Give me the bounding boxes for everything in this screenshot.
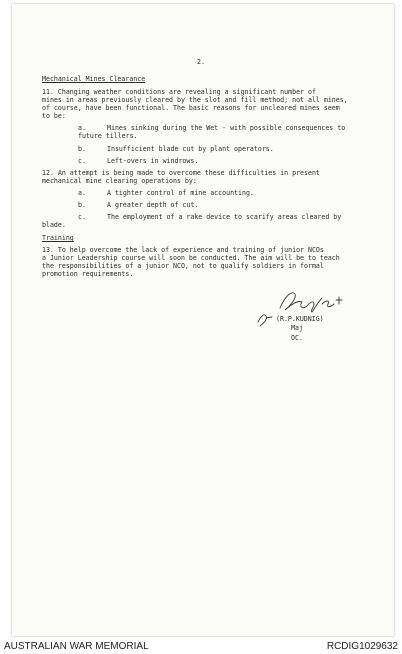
item-text: Left-overs in windrows. — [107, 157, 199, 165]
para-13-line: a Junior Leadership course will soon be conducted. The aim will be to teach — [42, 254, 340, 262]
para-11-line: mines in areas previously cleared by the slot and fill method; not all mines, — [42, 96, 348, 104]
signatory-rank: Maj — [291, 324, 303, 332]
item-text: A tighter control of mine accounting. — [107, 189, 254, 197]
item-text: blade. — [42, 221, 66, 229]
archive-footer — [0, 638, 402, 654]
para-13-line: the responsibilities of a junior NCO, not to qualify soldiers in formal — [42, 262, 324, 270]
item-letter: c. — [78, 157, 86, 165]
item-text: A greater depth of cut. — [107, 201, 199, 209]
item-text: Insufficient blade cut by plant operators. — [107, 145, 274, 153]
document-page — [12, 4, 394, 636]
section-heading-training: Training — [42, 234, 74, 242]
item-letter: b. — [78, 201, 86, 209]
para-11-line: of course, have been functional. The basic reasons for uncleared mines seem — [42, 104, 340, 112]
item-letter: c. — [78, 213, 86, 221]
para-11-line: 11. Changing weather conditions are revealing a significant number of — [42, 88, 316, 96]
para-11-line: to be: — [42, 112, 66, 120]
page-number: 2. — [197, 58, 205, 66]
section-heading-mine-clearance: Mechanical Mines Clearance — [42, 75, 146, 83]
archive-name: AUSTRALIAN WAR MEMORIAL — [4, 641, 149, 652]
para-13-line: promotion requirements. — [42, 270, 134, 278]
para-13-line: 13. To help overcome the lack of experience and training of junior NCOs — [42, 246, 324, 254]
para-12-line: mechanical mine clearing operations by: — [42, 177, 197, 185]
item-text: The employment of a rake device to scarify areas cleared by — [107, 213, 342, 221]
signatory-name: (R.P.KUDNIG) — [276, 315, 324, 323]
item-text: future tillers. — [78, 132, 138, 140]
item-letter: b. — [78, 145, 86, 153]
item-letter: a. — [78, 189, 86, 197]
item-text: Mines sinking during the Wet - with possible consequences to — [107, 124, 346, 132]
item-letter: a. — [78, 124, 86, 132]
signatory-role: OC. — [291, 334, 303, 342]
archive-record-id: RCDIG1029632 — [326, 641, 398, 652]
para-12-line: 12. An attempt is being made to overcome these difficulties in present — [42, 169, 320, 177]
